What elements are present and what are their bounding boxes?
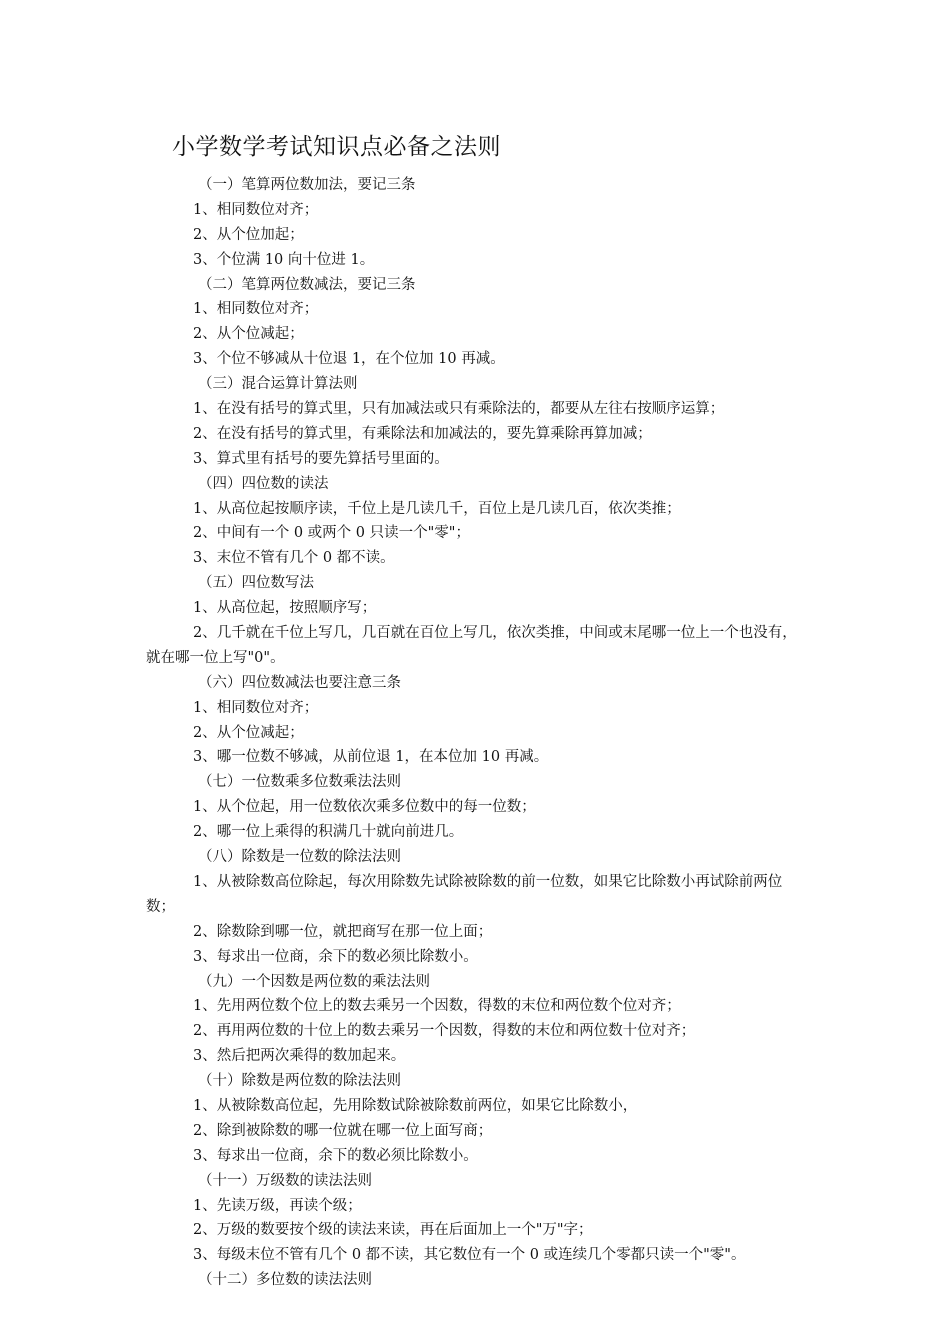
rule-line: 1、相同数位对齐；	[193, 301, 319, 318]
section-heading: （一）笔算两位数加法，要记三条	[198, 177, 416, 193]
rule-line: 1、从个位起，用一位数依次乘多位数中的每一位数；	[193, 799, 536, 816]
rule-line: 3、算式里有括号的要先算括号里面的。	[193, 450, 449, 467]
section-heading: （九）一个因数是两位数的乘法法则	[198, 973, 430, 990]
rule-line: 3、每级末位不管有几个 0 都不读，其它数位有一个 0 或连续几个零都只读一个"零"。	[193, 1247, 746, 1264]
rule-line: 2、除数除到哪一位，就把商写在那一位上面；	[193, 923, 493, 940]
rule-line: 1、从被除数高位起，先用除数试除被除数前两位，如果它比除数小，	[193, 1097, 638, 1114]
rule-line: 2、再用两位数的十位上的数去乘另一个因数，得数的末位和两位数十位对齐；	[193, 1023, 696, 1040]
rule-line: 1、从高位起按顺序读，千位上是几读几千，百位上是几读几百，依次类推；	[193, 500, 681, 517]
section-heading: （六）四位数减法也要注意三条	[198, 674, 401, 691]
rule-line: 2、几千就在千位上写几，几百就在百位上写几，依次类推，中间或末尾哪一位上一个也没有，	[193, 625, 797, 642]
rule-line: 2、万级的数要按个级的读法来读，再在后面加上一个"万"字；	[193, 1222, 593, 1239]
rule-line: 3、哪一位数不够减，从前位退 1，在本位加 10 再减。	[193, 749, 549, 766]
rule-line: 1、先用两位数个位上的数去乘另一个因数，得数的末位和两位数个位对齐；	[193, 998, 681, 1015]
section-heading: （七）一位数乘多位数乘法法则	[198, 774, 401, 791]
rule-line: 3、每求出一位商，余下的数必须比除数小。	[193, 948, 478, 965]
rule-line: 就在哪一位上写"0"。	[146, 649, 285, 666]
rule-line: 1、在没有括号的算式里，只有加减法或只有乘除法的，都要从左往右按顺序运算；	[193, 401, 725, 418]
rule-line: 2、从个位减起；	[193, 724, 304, 741]
rule-line: 2、中间有一个 0 或两个 0 只读一个"零"；	[193, 525, 470, 542]
rule-line: 1、从高位起，按照顺序写；	[193, 600, 377, 617]
section-heading: （四）四位数的读法	[198, 475, 329, 492]
rule-line: 3、末位不管有几个 0 都不读。	[193, 550, 395, 567]
rule-line: 数；	[146, 898, 175, 915]
rule-line: 3、每求出一位商，余下的数必须比除数小。	[193, 1147, 478, 1164]
rule-line: 2、哪一位上乘得的积满几十就向前进几。	[193, 824, 464, 841]
rule-line: 3、个位满 10 向十位进 1。	[193, 251, 375, 268]
section-heading: （十一）万级数的读法法则	[198, 1172, 372, 1189]
section-heading: （三）混合运算计算法则	[198, 376, 358, 393]
section-heading: （十）除数是两位数的除法法则	[198, 1073, 401, 1090]
rule-line: 1、从被除数高位除起，每次用除数先试除被除数的前一位数，如果它比除数小再试除前两位	[193, 873, 783, 890]
rule-line: 2、从个位加起；	[193, 226, 304, 243]
rule-line: 2、从个位减起；	[193, 326, 304, 343]
section-heading: （五）四位数写法	[198, 575, 314, 592]
document-body	[146, 173, 866, 1293]
rule-line: 1、相同数位对齐；	[193, 699, 319, 716]
section-heading: （二）笔算两位数减法，要记三条	[198, 276, 416, 293]
rule-line: 2、在没有括号的算式里，有乘除法和加减法的，要先算乘除再算加减；	[193, 425, 652, 442]
document-title: 小学数学考试知识点必备之法则	[172, 134, 501, 160]
rule-line: 1、相同数位对齐；	[193, 201, 319, 218]
rule-line: 3、个位不够减从十位退 1，在个位加 10 再减。	[193, 351, 505, 368]
section-heading: （十二）多位数的读法法则	[198, 1272, 372, 1289]
rule-line: 2、除到被除数的哪一位就在哪一位上面写商；	[193, 1122, 493, 1139]
rule-line: 1、先读万级，再读个级；	[193, 1197, 362, 1214]
section-heading: （八）除数是一位数的除法法则	[198, 849, 401, 866]
rule-line: 3、然后把两次乘得的数加起来。	[193, 1048, 406, 1065]
